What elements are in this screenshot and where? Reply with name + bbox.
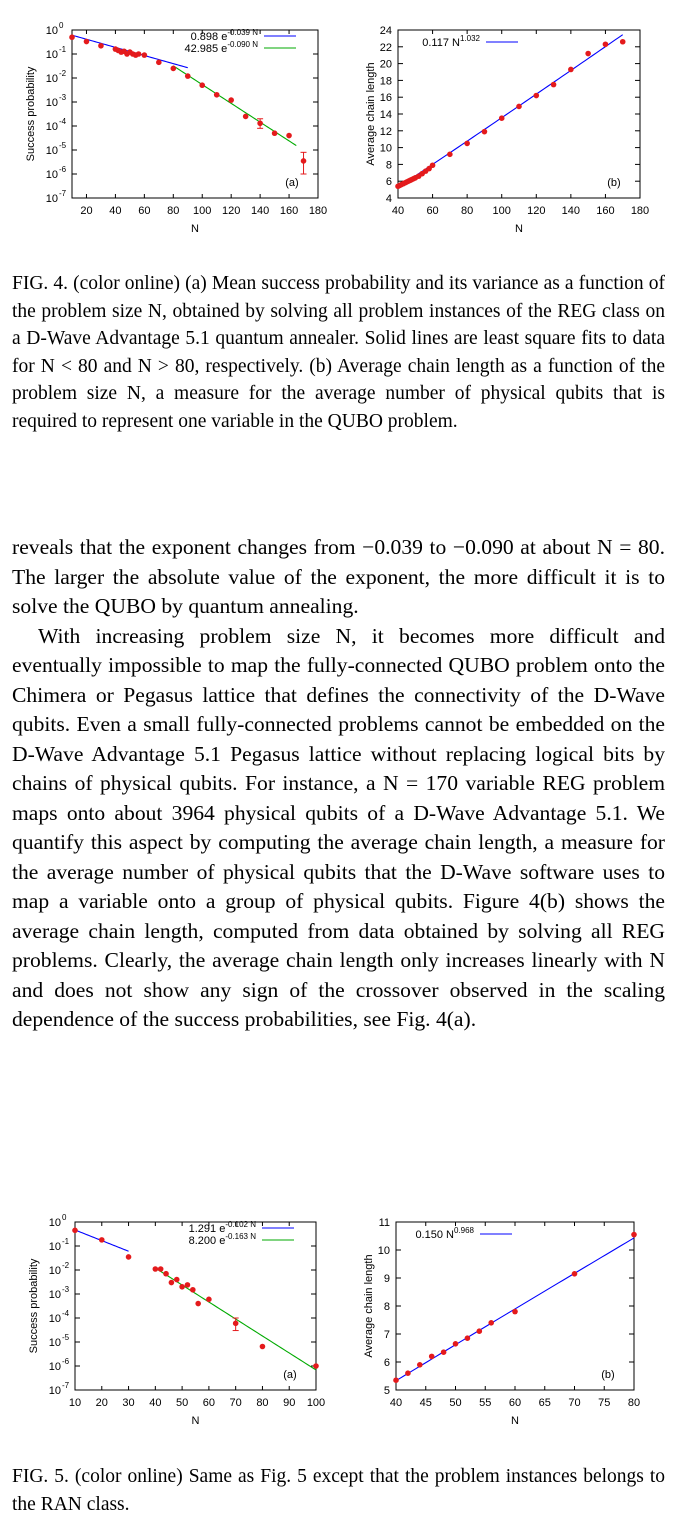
data-point [603, 41, 609, 47]
data-point [272, 130, 278, 136]
y-tick-label: 4 [385, 193, 392, 205]
x-tick-label: 45 [419, 1397, 432, 1409]
x-tick-label: 55 [479, 1397, 492, 1409]
x-tick-label: 40 [391, 205, 405, 217]
x-tick-label: 10 [68, 1397, 82, 1409]
fig4a-frame [72, 30, 318, 198]
fig4a-panel-label: (a) [285, 177, 299, 189]
y-tick-label: 10 [48, 1265, 61, 1277]
x-tick-label: 120 [221, 205, 241, 217]
data-point [243, 114, 249, 120]
fig5a-chart [0, 1208, 340, 1440]
fig5b-panel-label: (b) [601, 1369, 615, 1381]
body-text [12, 533, 665, 1035]
y-tick-exponent: -5 [59, 141, 67, 150]
x-tick-label: 180 [308, 205, 328, 217]
x-tick-label: 180 [630, 205, 650, 217]
x-tick-label: 60 [426, 205, 439, 217]
data-point [620, 39, 626, 45]
y-tick-label: 22 [379, 41, 392, 54]
data-point [405, 1370, 411, 1376]
legend-label: 0.150 $N^{0.968}$ [415, 1226, 474, 1241]
x-tick-label: 20 [95, 1397, 108, 1409]
y-tick-label: 18 [379, 75, 392, 88]
y-tick-exponent: -1 [59, 45, 67, 54]
x-tick-label: 80 [256, 1397, 269, 1409]
data-point [516, 104, 522, 110]
fig5a-ylabel: Success probability [28, 1258, 40, 1354]
x-tick-label: 50 [175, 1397, 189, 1409]
legend-label: 0.898 $e^{-0.039 N}$ [190, 28, 258, 43]
data-point [233, 1321, 239, 1327]
y-tick-exponent: -4 [59, 117, 67, 126]
y-tick-exponent: -4 [62, 1309, 70, 1318]
x-tick-label: 120 [527, 205, 546, 217]
fig5b-frame [396, 1222, 634, 1390]
y-tick-label: 10 [379, 142, 392, 155]
fig4-caption-label: FIG. 4. [12, 273, 69, 294]
x-tick-label: 65 [538, 1397, 551, 1409]
x-tick-label: 100 [492, 205, 511, 217]
legend-label: 42.985 $e^{-0.090 N}$ [184, 40, 258, 55]
data-point [393, 1377, 399, 1383]
data-point [158, 1266, 164, 1272]
x-tick-label: 160 [596, 205, 615, 217]
data-point [185, 73, 191, 79]
x-tick-label: 40 [109, 205, 122, 217]
y-tick-label: 10 [45, 121, 58, 133]
x-tick-label: 100 [193, 205, 212, 217]
data-point [257, 120, 263, 126]
y-tick-label: 8 [385, 159, 392, 172]
data-point [72, 1228, 78, 1234]
x-tick-label: 60 [138, 205, 151, 217]
fig4a-fit-line-2 [173, 66, 296, 146]
data-point [174, 1277, 180, 1283]
x-tick-label: 100 [306, 1397, 326, 1409]
data-point [84, 39, 90, 45]
x-tick-label: 80 [167, 205, 180, 217]
y-tick-exponent: -3 [59, 93, 67, 102]
y-tick-label: 7 [383, 1329, 390, 1341]
fig5-caption-label: FIG. 5. [12, 1466, 69, 1487]
fig4b-frame [398, 30, 640, 198]
y-tick-label: 10 [45, 25, 58, 37]
data-point [465, 1335, 471, 1341]
data-point [214, 92, 220, 98]
y-tick-label: 14 [379, 109, 392, 121]
y-tick-label: 9 [383, 1273, 390, 1285]
data-point [499, 115, 505, 121]
y-tick-exponent: 0 [62, 1213, 67, 1222]
body-paragraph-1: reveals that the exponent changes from −0.039 to −0.090 at about N = 80. The larger the absolute value of the exponent, the more difficult it is to solve the QUBO by quantum annealing. [12, 535, 665, 618]
x-tick-label: 80 [627, 1397, 641, 1409]
fig5b-ylabel: Average chain length [363, 1254, 375, 1358]
x-tick-label: 140 [250, 205, 270, 217]
x-tick-label: 50 [449, 1397, 462, 1409]
fig4b-xlabel: N [515, 223, 523, 235]
y-tick-label: 10 [48, 1217, 61, 1229]
data-point [430, 162, 436, 168]
fig4a-chart [0, 8, 340, 240]
y-tick-exponent: -6 [59, 165, 67, 174]
data-point [260, 1344, 266, 1350]
fig5b-xlabel: N [511, 1415, 519, 1427]
data-point [185, 1282, 191, 1288]
x-tick-label: 70 [229, 1397, 242, 1409]
data-point [429, 1354, 435, 1360]
fig4a-ylabel: Success probability [25, 66, 37, 162]
x-tick-label: 60 [508, 1397, 522, 1409]
data-point [163, 1271, 169, 1277]
y-tick-label: 12 [379, 125, 392, 138]
data-point [488, 1320, 494, 1326]
y-tick-exponent: -5 [62, 1333, 70, 1342]
data-point [190, 1287, 196, 1293]
data-point [153, 1266, 159, 1272]
y-tick-exponent: -7 [59, 189, 67, 198]
y-tick-exponent: 0 [59, 21, 64, 30]
y-tick-label: 10 [48, 1313, 61, 1325]
data-point [512, 1309, 518, 1315]
data-point [69, 34, 75, 40]
fig4-caption-text: (color online) (a) Mean success probability and its variance as a function of the problem size N, obtained by solving all problem instances of the REG class on a D-Wave Advantage 5.1 quantum annealer. Solid lines are least square fits to data for N < 80 and N > 80, respectively. (b) Average chain length as a function of the problem size N, a measure for the average number of physical qubits that is required to represent one variable in the QUBO problem. [12, 273, 666, 432]
y-tick-label: 8 [383, 1301, 390, 1313]
x-tick-label: 30 [122, 1397, 135, 1409]
data-point [156, 60, 162, 66]
data-point [301, 158, 307, 164]
fig5a-xlabel: N [191, 1415, 200, 1427]
x-tick-label: 60 [202, 1397, 216, 1409]
data-point [228, 97, 234, 103]
data-point [477, 1328, 483, 1334]
fig4b-ylabel: Average chain length [365, 62, 377, 166]
y-tick-label: 10 [48, 1385, 61, 1397]
y-tick-label: 6 [383, 1357, 390, 1369]
y-tick-label: 10 [377, 1245, 390, 1257]
data-point [533, 93, 539, 99]
y-tick-label: 10 [48, 1289, 61, 1301]
legend-label: 0.117 $N^{1.032}$ [422, 34, 480, 49]
fig4-caption [12, 270, 665, 436]
data-point [170, 66, 176, 72]
y-tick-label: 10 [48, 1337, 61, 1349]
y-tick-label: 20 [379, 58, 392, 71]
fig5-caption-text: (color online) Same as Fig. 5 except that the problem instances belongs to the RAN class. [12, 1466, 666, 1515]
data-point [572, 1271, 578, 1277]
x-tick-label: 80 [461, 205, 474, 217]
data-point [417, 1362, 423, 1368]
x-tick-label: 140 [561, 205, 581, 217]
y-tick-exponent: -6 [62, 1357, 70, 1366]
y-tick-label: 10 [45, 169, 58, 181]
y-tick-label: 11 [378, 1217, 390, 1229]
legend-label: 1.291 $e^{-0.102 N}$ [188, 1220, 256, 1235]
data-point [179, 1284, 185, 1290]
y-tick-label: 10 [45, 97, 58, 109]
x-tick-label: 20 [80, 205, 93, 217]
data-point [126, 1254, 132, 1260]
data-point [551, 82, 557, 88]
body-paragraph-2: With increasing problem size N, it becomes more difficult and eventually impossible to map the fully-connected QUBO problem onto the Chimera or Pegasus lattice that defines the connectivity of the D-Wave qubits. Even a small fully-connected problems cannot be embedded on the D-Wave Advantage 5.1 Pegasus lattice without replacing logical bits by chains of physical qubits. For instance, a N = 170 variable REG problem maps onto about 3964 physical qubits of a D-Wave Advantage 5.1. We quantify this aspect by computing the average chain length, a measure for the average number of physical qubits that the D-Wave software uses to map a variable onto a group of physical qubits. Figure 4(b) shows the average chain length, computed from data obtained by solving all REG problems. Clearly, the average chain length only increases linearly with N and does not show any sign of the crossover observed in the scaling dependence of the success probabilities, see Fig. 4(a). [12, 623, 665, 1031]
data-point [195, 1301, 201, 1307]
data-point [136, 51, 142, 57]
x-tick-label: 75 [598, 1397, 611, 1409]
data-point [99, 1237, 105, 1243]
y-tick-label: 10 [45, 193, 58, 205]
y-tick-label: 10 [45, 73, 58, 85]
data-point [631, 1232, 637, 1238]
data-point [142, 52, 148, 58]
y-tick-exponent: -2 [62, 1261, 70, 1270]
data-point [568, 67, 574, 73]
fig5a-frame [75, 1222, 316, 1390]
data-point [453, 1341, 459, 1347]
y-tick-label: 5 [383, 1385, 390, 1397]
data-point [482, 129, 488, 135]
y-tick-exponent: -3 [62, 1285, 70, 1294]
data-point [98, 43, 104, 49]
fig5a-panel-label: (a) [283, 1369, 297, 1381]
y-tick-label: 16 [379, 92, 392, 105]
fig4b-chart [340, 8, 684, 240]
y-tick-label: 10 [48, 1241, 61, 1253]
data-point [585, 51, 591, 57]
legend-label: 8.200 $e^{-0.163 N}$ [188, 1232, 256, 1247]
x-tick-label: 90 [283, 1397, 296, 1409]
y-tick-label: 6 [385, 176, 392, 189]
y-tick-exponent: -2 [59, 69, 67, 78]
y-tick-label: 10 [45, 145, 58, 157]
data-point [206, 1297, 212, 1303]
data-point [199, 82, 205, 88]
y-tick-exponent: -7 [62, 1381, 70, 1390]
data-point [286, 133, 292, 139]
data-point [313, 1363, 319, 1369]
fig4b-panel-label: (b) [607, 177, 621, 189]
x-tick-label: 160 [279, 205, 299, 217]
y-tick-exponent: -1 [62, 1237, 70, 1246]
fig5-caption [12, 1463, 665, 1518]
y-tick-label: 10 [48, 1361, 61, 1373]
data-point [464, 141, 470, 147]
data-point [169, 1280, 175, 1286]
y-tick-label: 24 [379, 25, 392, 37]
fig5b-chart [340, 1208, 684, 1440]
data-point [441, 1349, 447, 1355]
x-tick-label: 40 [389, 1397, 403, 1409]
x-tick-label: 70 [568, 1397, 581, 1409]
x-tick-label: 40 [149, 1397, 162, 1409]
fig4a-xlabel: N [191, 223, 199, 235]
y-tick-label: 10 [45, 49, 58, 61]
data-point [447, 152, 453, 158]
